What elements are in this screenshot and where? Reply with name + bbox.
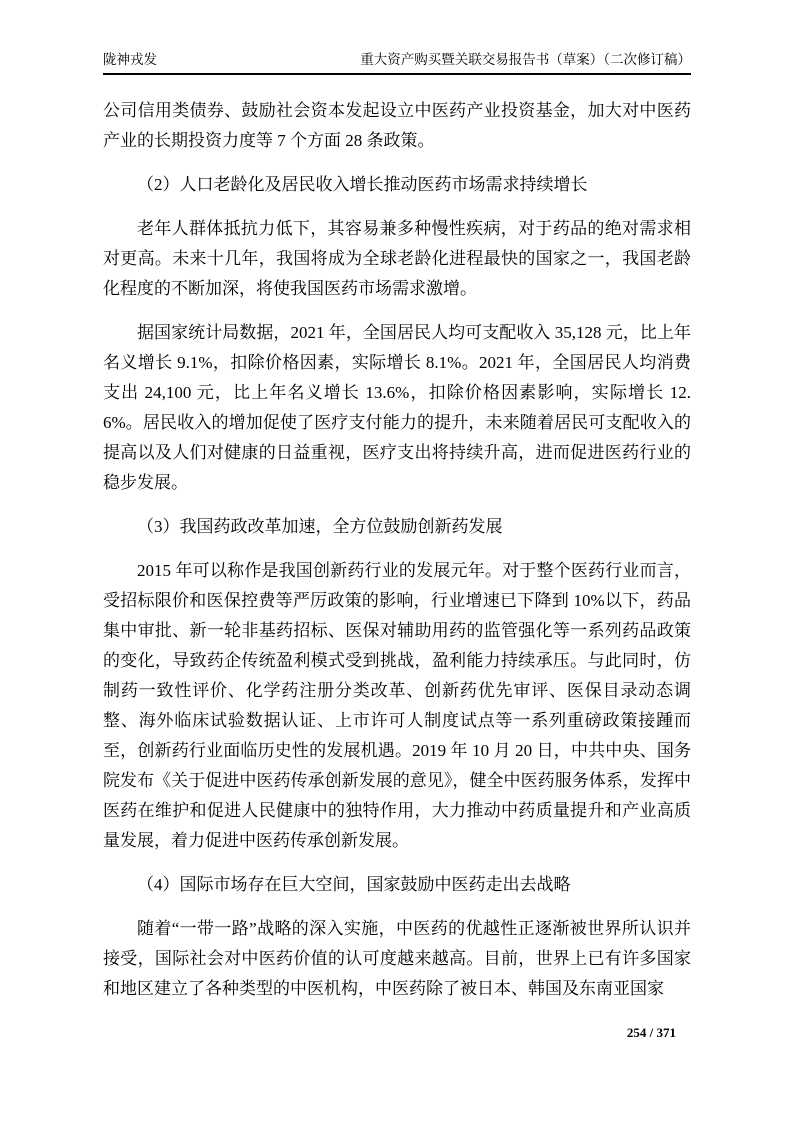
body-paragraph: 随着“一带一路”战略的深入实施，中医药的优越性正逐渐被世界所认识并接受，国际社会对中医药价值的认可度越来越高。目前，世界上已有许多国家和地区建立了各种类型的中医机构，中医药除了被日本、韩国及东南亚国家 [103,919,691,998]
page-footer [103,1024,676,1042]
header-company-name: 陇神戎发 [103,52,157,67]
body-paragraph: 据国家统计局数据，2021 年，全国居民人均可支配收入 35,128 元，比上年名义增长 9.1%，扣除价格因素，实际增长 8.1%。2021 年，全国居民人均消费支出 24,100 元，比上年名义增长 13.6%，扣除价格因素影响，实际增长 12.6%。居民收入的增加促使了医疗支付能力的提升，未来随着居民可支配收入的提高以及人们对健康的日益重视，医疗支出将持续升高，进而促进医药行业的稳步发展。 [103,323,691,492]
header-rule [103,73,691,75]
section-heading: （4）国际市场存在巨大空间，国家鼓励中医药走出去战略 [137,875,571,894]
page-number: 254 / 371 [626,1025,676,1040]
section-heading: （3）我国药政改革加速，全方位鼓励创新药发展 [137,517,503,536]
page-header [103,50,691,70]
document-body [103,96,691,1018]
body-paragraph: 2015 年可以称作是我国创新药行业的发展元年。对于整个医药行业而言，受招标限价和医保控费等严厉政策的影响，行业增速已下降到 10%以下，药品集中审批、新一轮非基药招标、医保对辅助用药的监管强化等一系列药品政策的变化，导致药企传统盈利模式受到挑战，盈利能力持续承压。与此同时，仿制药一致性评价、化学药注册分类改革、创新药优先审评、医保目录动态调整、海外临床试验数据认证、上市许可人制度试点等一系列重磅政策接踵而至，创新药行业面临历史性的发展机遇。2019 年 10 月 20 日，中共中央、国务院发布《关于促进中医药传承创新发展的意见》，健全中医药服务体系，发挥中医药在维护和促进人民健康中的独特作用，大力推动中药质量提升和产业高质量发展，着力促进中医药传承创新发展。 [103,561,691,850]
header-document-title: 重大资产购买暨关联交易报告书（草案）（二次修订稿） [360,52,691,67]
section-heading: （2）人口老龄化及居民收入增长推动医药市场需求持续增长 [137,175,588,194]
body-paragraph: 老年人群体抵抗力低下，其容易兼多种慢性疾病，对于药品的绝对需求相对更高。未来十几年，我国将成为全球老龄化进程最快的国家之一，我国老龄化程度的不断加深，将使我国医药市场需求激增。 [103,219,691,298]
body-paragraph: 公司信用类债券、鼓励社会资本发起设立中医药产业投资基金，加大对中医药产业的长期投资力度等 7 个方面 28 条政策。 [103,101,691,150]
